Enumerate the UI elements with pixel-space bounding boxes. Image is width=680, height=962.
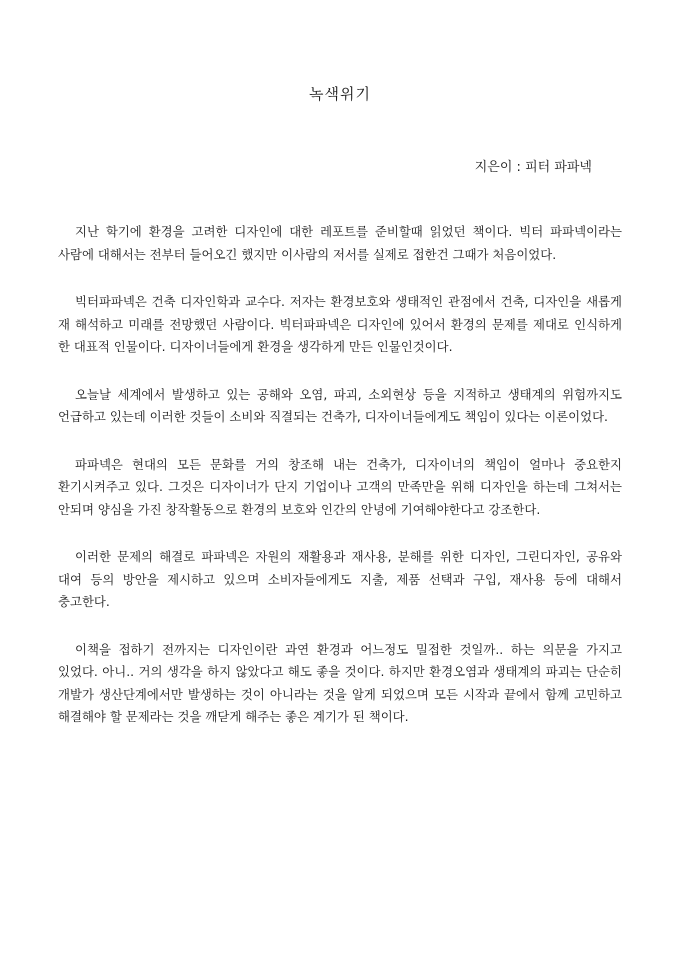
document-body [58, 221, 622, 754]
paragraph-2: 빅터파파넥은 건축 디자인학과 교수다. 저자는 환경보호와 생태적인 관점에서 건축, 디자인을 새롭게 재 해석하고 미래를 전망했던 사람이다. 빅터파파넥은 디자인에 있어서 환경의 문제를 제대로 인식하게 한 대표적 인물이다. 디자이너들에게 환경을 생각하게 만든 인물인것이다. [58, 294, 622, 354]
paragraph-1: 지난 학기에 환경을 고려한 디자인에 대한 레포트를 준비할때 읽었던 책이다. 빅터 파파넥이라는 사람에 대해서는 전부터 들어오긴 했지만 이사람의 저서를 실제로 접한건 그때가 처음이었다. [58, 224, 622, 262]
paragraph-6: 이책을 접하기 전까지는 디자인이란 과연 환경과 어느정도 밀접한 것일까.. 하는 의문을 가지고 있었다. 아니.. 거의 생각을 하지 않았다고 해도 좋을 것이다. 하지만 환경오염과 생태계의 파괴는 단순히 개발가 생산단계에서만 발생하는 것이 아니라는 것을 알게 되었으며 모든 시작과 끝에서 함께 고민하고 해결해야 할 문제라는 것을 깨닫게 해주는 좋은 계기가 된 책이다. [58, 641, 622, 724]
paragraph-4: 파파넥은 현대의 모든 문화를 거의 창조해 내는 건축가, 디자이너의 책임이 얼마나 중요한지 환기시켜주고 있다. 그것은 디자이너가 단지 기업이나 고객의 만족만을 위해 디자인을 하는데 그쳐서는 안되며 양심을 가진 창작활동으로 환경의 보호와 인간의 안녕에 기여해야한다고 강조한다. [58, 456, 622, 517]
paragraph-3: 오늘날 세계에서 발생하고 있는 공해와 오염, 파괴, 소외현상 등을 지적하고 생태계의 위험까지도 언급하고 있는데 이러한 것들이 소비와 직결되는 건축가, 디자이너들에게도 책임이 있다는 이론이었다. [58, 386, 622, 424]
document-title: 녹색위기 [309, 85, 371, 103]
author-line: 지은이 : 피터 파파넥 [474, 160, 592, 175]
paragraph-5: 이러한 문제의 해결로 파파넥은 자원의 재활용과 재사용, 분해를 위한 디자인, 그린디자인, 공유와 대여 등의 방안을 제시하고 있으며 소비자들에게도 지출, 제품 선택과 구입, 재사용 등에 대해서 충고한다. [58, 549, 622, 609]
